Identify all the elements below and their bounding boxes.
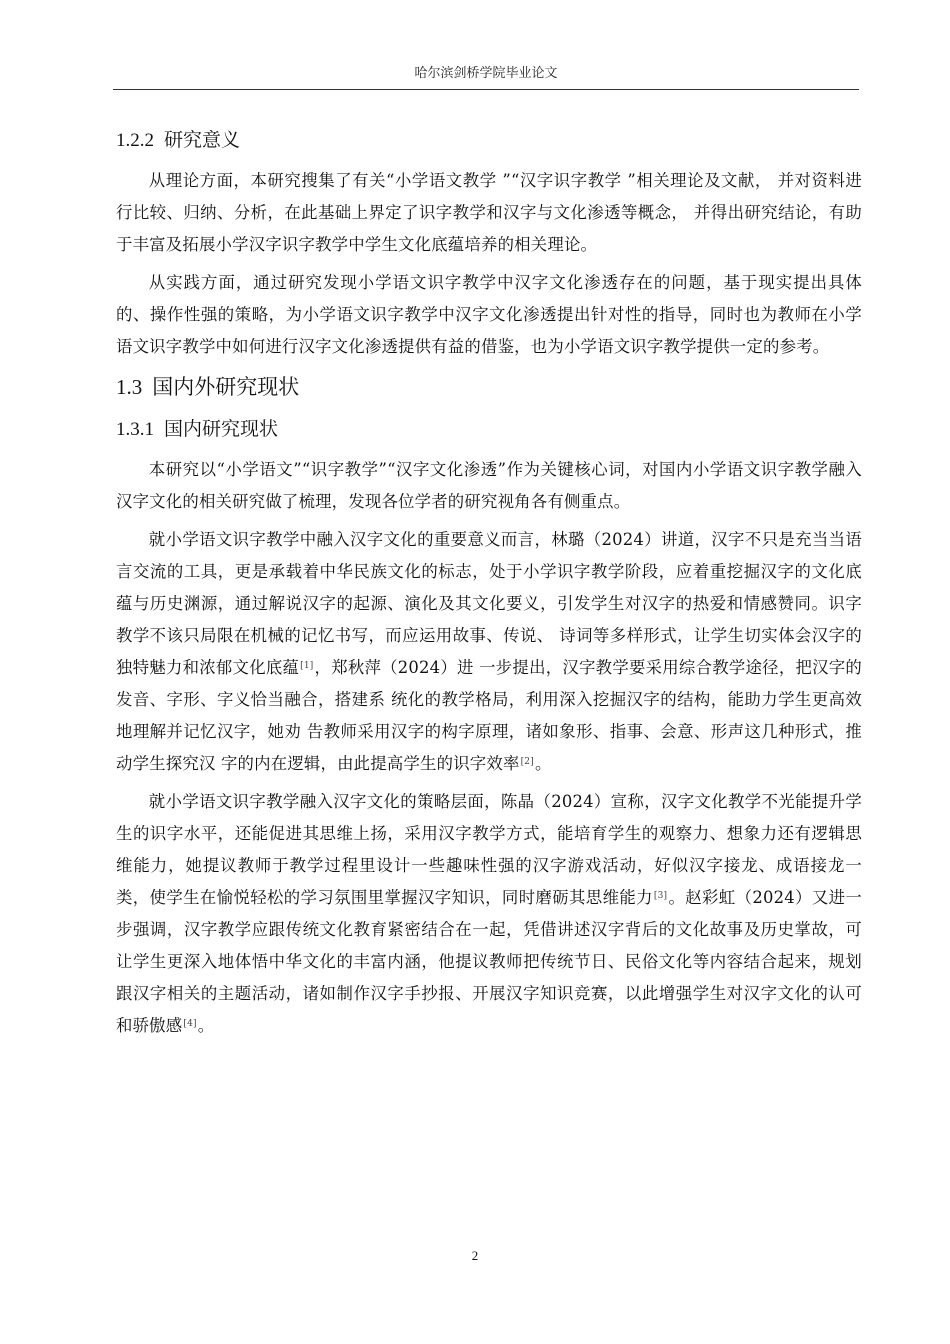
document-body: [116, 120, 862, 1042]
section-title: 国内研究现状: [164, 418, 279, 440]
paragraph-overview: 本研究以“小学语文”“识字教学”“汉字文化渗透”作为关键核心词，对国内小学语文识字教学融入汉字文化的相关研究做了梳理，发现各位学者的研究视角各有侧重点。: [116, 460, 862, 511]
citation-ref-4: [4]: [183, 1019, 197, 1029]
page-footer: [0, 1248, 950, 1264]
paragraph-text: 。赵彩虹（2024）又进一步强调，汉字教学应跟传统文化教育紧密结合在一起，凭借讲述汉字背后的文化故事及历史掌故，可让学生更深入地体悟中华文化的丰富内涵，他提议教师把传统节日、民俗文化等内容结合起来，规划跟汉字相关的主题活动，诸如制作汉字手抄报、开展汉字知识竞赛，以此增强学生对汉字文化的认可和骄傲感: [116, 888, 862, 1035]
paragraph-text: 。: [197, 1016, 215, 1035]
citation-ref-3: [3]: [653, 891, 668, 901]
paragraph-text: 就小学语文识字教学融入汉字文化的策略层面，陈晶（2024）宣称，汉字文化教学不光能提升学生的识字水平，还能促进其思维上扬，采用汉字教学方式，能培育学生的观察力、想象力还有逻辑思维能力，她提议教师于教学过程里设计一些趣味性强的汉字游戏活动，好似汉字接龙、成语接龙一类，使学生在愉悦轻松的学习氛围里掌握汉字知识，同时磨砺其思维能力: [116, 792, 862, 907]
paragraph-theory: 从理论方面，本研究搜集了有关“小学语文教学 ”“汉字识字教学 ”相关理论及文献， 并对资料进行比较、归纳、分析，在此基础上界定了识字教学和汉字与文化渗透等概念， 并得出研究结论，有助于丰富及拓展小学汉字识字教学中学生文化底蕴培养的相关理论。: [116, 171, 862, 254]
paragraph-strategy: [116, 786, 862, 1042]
page-number: 2: [471, 1248, 479, 1263]
section-number: 1.2.2: [116, 130, 154, 151]
paragraph-significance: [116, 524, 862, 780]
citation-ref-1: [1]: [300, 661, 314, 671]
page-header: [113, 62, 859, 90]
paragraph-text: 就小学语文识字教学中融入汉字文化的重要意义而言，林璐（2024）讲道，汉字不只是充当当语言交流的工具，更是承载着中华民族文化的标志，处于小学识字教学阶段，应着重挖掘汉字的文化底蕴与历史渊源，通过解说汉字的起源、演化及其文化要义，引发学生对汉字的热爱和情感赞同。识字教学不该只局限在机械的记忆书写，而应运用故事、传说、 诗词等多样形式，让学生切实体会汉字的独特魅力和浓郁文化底蕴: [116, 530, 862, 677]
section-heading-1-3: [116, 365, 862, 409]
section-number: 1.3: [116, 375, 143, 399]
section-title: 国内外研究现状: [152, 375, 300, 399]
paragraph-text: ，郑秋萍（2024）进 一步提出，汉字教学要采用综合教学途径，把汉字的发音、字形、字义恰当融合，搭建系 统化的教学格局，利用深入挖掘汉字的结构，能助力学生更高效地理解并记忆汉字，她劝 告教师采用汉字的构字原理，诸如象形、指事、会意、形声这几种形式，推动学生探究汉 字的内在逻辑，由此提高学生的识字效率: [116, 658, 863, 773]
paragraph-practice: 从实践方面，通过研究发现小学语文识字教学中汉字文化渗透存在的问题，基于现实提出具体的、操作性强的策略，为小学语文识字教学中汉字文化渗透提出针对性的指导，同时也为教师在小学语文识字教学中如何进行汉字文化渗透提供有益的借鉴，也为小学语文识字教学提供一定的参考。: [116, 273, 862, 356]
paragraph-text: 。: [534, 754, 552, 773]
section-title: 研究意义: [164, 129, 241, 151]
section-number: 1.3.1: [116, 419, 154, 440]
citation-ref-2: [2]: [520, 757, 534, 767]
header-title: 哈尔滨剑桥学院毕业论文: [414, 66, 558, 81]
section-heading-1-2-2: [116, 120, 862, 161]
section-heading-1-3-1: [116, 409, 862, 450]
